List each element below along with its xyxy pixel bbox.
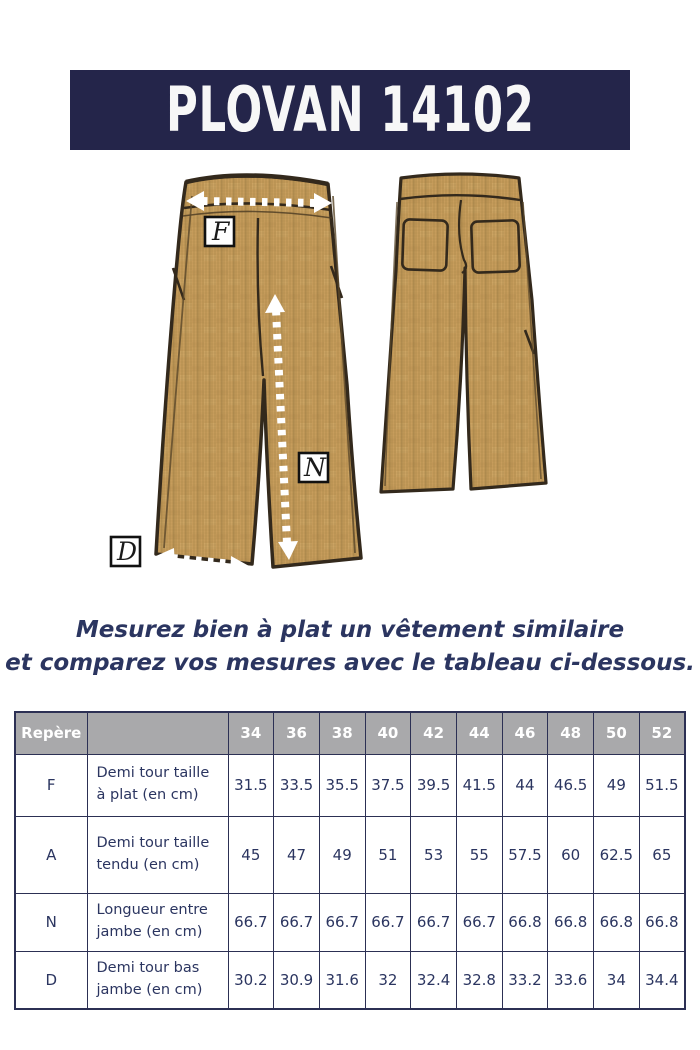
page-title: PLOVAN 14102 bbox=[165, 73, 535, 146]
measure-label-n: N bbox=[304, 453, 326, 482]
measure-value-cell: 35.5 bbox=[319, 754, 365, 816]
measure-label-box-n bbox=[299, 453, 328, 482]
size-table-head bbox=[15, 712, 685, 754]
size-column-header: 48 bbox=[548, 712, 594, 754]
measure-value-cell: 53 bbox=[411, 816, 457, 893]
measure-value-cell: 31.5 bbox=[228, 754, 274, 816]
title-banner bbox=[70, 70, 630, 150]
measure-description-cell: Demi tour bas jambe (en cm) bbox=[87, 951, 228, 1009]
size-table-head-row bbox=[15, 712, 685, 754]
measure-value-cell: 32 bbox=[365, 951, 411, 1009]
measure-value-cell: 30.2 bbox=[228, 951, 274, 1009]
measure-value-cell: 33.6 bbox=[548, 951, 594, 1009]
measure-value-cell: 62.5 bbox=[594, 816, 640, 893]
measure-value-cell: 49 bbox=[594, 754, 640, 816]
measure-value-cell: 66.8 bbox=[639, 893, 685, 951]
measure-value-cell: 34 bbox=[594, 951, 640, 1009]
measure-code-cell: F bbox=[15, 754, 87, 816]
measure-description-cell: Demi tour taille à plat (en cm) bbox=[87, 754, 228, 816]
measure-value-cell: 49 bbox=[319, 816, 365, 893]
table-row-N bbox=[15, 893, 685, 951]
measure-value-cell: 47 bbox=[274, 816, 320, 893]
measure-value-cell: 37.5 bbox=[365, 754, 411, 816]
measure-value-cell: 33.2 bbox=[502, 951, 548, 1009]
measure-value-cell: 30.9 bbox=[274, 951, 320, 1009]
measure-code-cell: D bbox=[15, 951, 87, 1009]
pants-front-illustration bbox=[156, 175, 361, 567]
measure-label-f: F bbox=[212, 217, 230, 246]
measure-description-cell: Longueur entre jambe (en cm) bbox=[87, 893, 228, 951]
measure-value-cell: 65 bbox=[639, 816, 685, 893]
size-table-body bbox=[15, 754, 685, 1009]
measure-label-box-d bbox=[111, 537, 140, 566]
measure-value-cell: 66.8 bbox=[548, 893, 594, 951]
measure-value-cell: 66.7 bbox=[274, 893, 320, 951]
measure-value-cell: 33.5 bbox=[274, 754, 320, 816]
size-column-header: 36 bbox=[274, 712, 320, 754]
measure-code-cell: N bbox=[15, 893, 87, 951]
measure-value-cell: 45 bbox=[228, 816, 274, 893]
table-row-F bbox=[15, 754, 685, 816]
measure-description-cell: Demi tour taille tendu (en cm) bbox=[87, 816, 228, 893]
measure-value-cell: 31.6 bbox=[319, 951, 365, 1009]
measure-value-cell: 66.8 bbox=[594, 893, 640, 951]
size-column-header: 42 bbox=[411, 712, 457, 754]
measure-value-cell: 46.5 bbox=[548, 754, 594, 816]
measure-value-cell: 32.8 bbox=[456, 951, 502, 1009]
measure-value-cell: 66.7 bbox=[228, 893, 274, 951]
measure-value-cell: 66.7 bbox=[365, 893, 411, 951]
description-column-header bbox=[87, 712, 228, 754]
size-table bbox=[14, 711, 686, 1010]
pants-illustration bbox=[0, 158, 700, 606]
size-column-header: 34 bbox=[228, 712, 274, 754]
measure-value-cell: 66.8 bbox=[502, 893, 548, 951]
measure-instructions-line1: Mesurez bien à plat un vêtement similaire bbox=[75, 617, 625, 643]
measure-value-cell: 66.7 bbox=[456, 893, 502, 951]
repere-column-header: Repère bbox=[15, 712, 87, 754]
measure-code-cell: A bbox=[15, 816, 87, 893]
size-table-container bbox=[14, 711, 686, 1010]
measure-label-d: D bbox=[117, 537, 138, 566]
measure-value-cell: 34.4 bbox=[639, 951, 685, 1009]
size-column-header: 40 bbox=[365, 712, 411, 754]
measure-instructions bbox=[0, 614, 700, 680]
measure-value-cell: 51.5 bbox=[639, 754, 685, 816]
pants-back-illustration bbox=[381, 174, 546, 492]
measure-value-cell: 32.4 bbox=[411, 951, 457, 1009]
measure-value-cell: 44 bbox=[502, 754, 548, 816]
measure-value-cell: 39.5 bbox=[411, 754, 457, 816]
measure-label-box-f bbox=[205, 217, 234, 246]
size-column-header: 46 bbox=[502, 712, 548, 754]
measure-value-cell: 55 bbox=[456, 816, 502, 893]
measure-value-cell: 51 bbox=[365, 816, 411, 893]
measure-value-cell: 66.7 bbox=[411, 893, 457, 951]
table-row-A bbox=[15, 816, 685, 893]
size-column-header: 38 bbox=[319, 712, 365, 754]
size-column-header: 44 bbox=[456, 712, 502, 754]
measure-value-cell: 60 bbox=[548, 816, 594, 893]
table-row-D bbox=[15, 951, 685, 1009]
measure-value-cell: 57.5 bbox=[502, 816, 548, 893]
measure-value-cell: 41.5 bbox=[456, 754, 502, 816]
measure-value-cell: 66.7 bbox=[319, 893, 365, 951]
measure-instructions-line2: et comparez vos mesures avec le tableau ci-dessous. bbox=[5, 649, 695, 676]
size-column-header: 52 bbox=[639, 712, 685, 754]
size-column-header: 50 bbox=[594, 712, 640, 754]
